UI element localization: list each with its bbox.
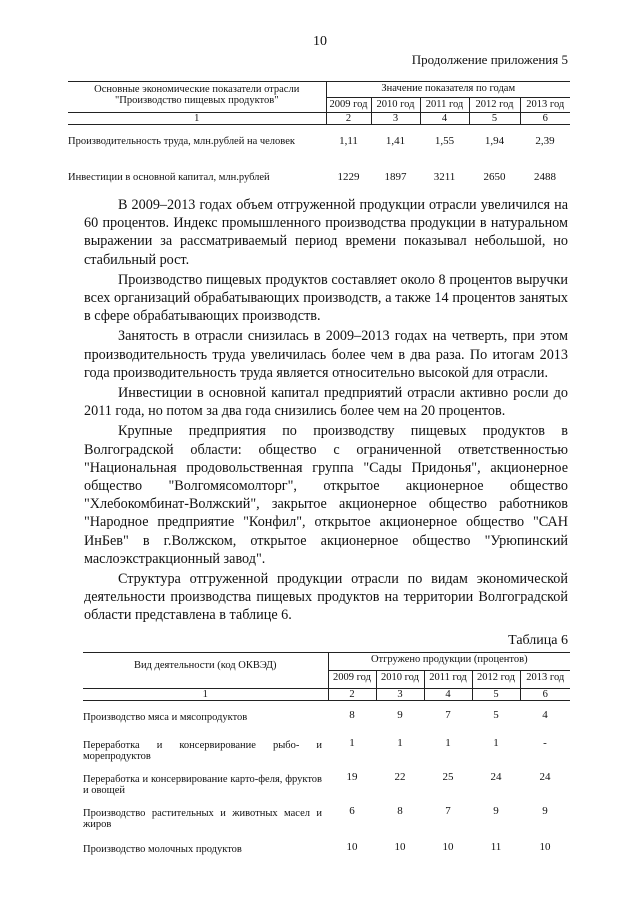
column-number-row [68,113,570,125]
paragraph: Крупные предприятия по производству пищевых продуктов в Волгоградской области: общество с ограниченной ответственностью "Национальная продовольственная группа "Сады Придонья", акционерное общество "Волгомясомолторг", открытое акционерное общество "Хлебокомбинат-Волжский", закрытое акционерное общество работников "Народное предприятие "Конфил", открытое акционерное общество "САН ИнБев" в г.Волжском, открытое акционерное общество "Урюпинский маслоэкстракционный завод". [84,423,568,567]
column-number: 3 [371,113,420,125]
table-row [83,834,570,855]
cell-value: 6 [349,805,355,818]
appendix-continuation-label: Продолжение приложения 5 [411,52,568,67]
year-header: 2011 год [424,671,472,689]
year-header: 2012 год [469,97,520,113]
year-header: 2010 год [376,671,424,689]
table-row [83,800,570,834]
cell-value: 1,41 [385,135,406,148]
table-header-row [68,82,570,98]
cell-value: 24 [490,771,502,784]
table-row [83,766,570,800]
cell-value: 7 [445,709,451,722]
column-number: 5 [469,113,520,125]
year-header: 2013 год [520,671,570,689]
body-text [84,196,568,627]
cell-value: - [543,737,547,750]
cell-value: 1,55 [434,135,455,148]
cell-value: 4 [542,709,548,722]
cell-value: 3211 [433,171,456,184]
year-header: 2010 год [371,97,420,113]
year-header: 2012 год [472,671,520,689]
cell-value: 9 [493,805,499,818]
column-number-row [83,689,570,701]
row-label: Переработка и консервирование рыбо- и морепродуктов [83,740,322,763]
row-label: Переработка и консервирование карто-феля, фруктов и овощей [83,774,322,797]
column-number: 6 [520,113,570,125]
year-header: 2009 год [328,671,376,689]
cell-value: 10 [442,841,454,854]
cell-value: 8 [349,709,355,722]
paragraph: Структура отгруженной продукции отрасли по видам экономической деятельности производства пищевых продуктов на территории Волгоградской области представлена в таблице 6. [84,571,568,624]
column-number: 5 [472,689,520,701]
year-header: 2011 год [420,97,469,113]
column-number: 4 [424,689,472,701]
paragraph: Занятость в отрасли снизилась в 2009–2013 годах на четверть, при этом производительность труда увеличилась более чем в два раза. По итогам 2013 года производительность труда является относительно высокой для отрасли. [84,328,568,381]
column-number: 3 [376,689,424,701]
indicator-header: Основные экономические показатели отрасли "Производство пищевых продуктов" [68,82,326,113]
paragraph: Производство пищевых продуктов составляет около 8 процентов выручки всех организаций обрабатывающих производств, а также 14 процентов занятых в сфере обрабатывающих производств. [84,271,568,325]
row-label: Инвестиции в основной капитал, млн.рублей [68,172,270,184]
cell-value: 7 [445,805,451,818]
cell-value: 10 [346,841,358,854]
table-row [68,164,570,184]
cell-value: 10 [539,841,551,854]
table-row [83,701,570,733]
cell-value: 11 [490,841,502,854]
paragraph: В 2009–2013 годах объем отгруженной продукции отрасли увеличился на 60 процентов. Индекс промышленного производства продукции в натуральном выражении за рассматриваемый период времени показывал небольшой, но стабильный рост. [84,197,568,268]
paragraph: Инвестиции в основной капитал предприятий отрасли активно росли до 2011 года, но потом за два года снизились более чем на 20 процентов. [84,385,568,420]
cell-value: 9 [542,805,548,818]
column-number: 1 [83,689,328,701]
cell-value: 9 [397,709,403,722]
cell-value: 22 [394,771,406,784]
cell-value: 8 [397,805,403,818]
table-caption: Таблица 6 [508,633,568,648]
cell-value: 1 [445,737,451,750]
shipped-group-header: Отгружено продукции (процентов) [328,653,570,671]
table-header-row [83,653,570,671]
year-group-header: Значение показателя по годам [326,82,570,98]
cell-value: 1,11 [339,135,358,148]
cell-value: 1 [397,737,403,750]
page-number: 10 [313,34,327,49]
cell-value: 1 [349,737,355,750]
table-row [68,125,570,165]
cell-value: 1229 [337,171,360,184]
cell-value: 2,39 [535,135,555,148]
year-header: 2009 год [326,97,371,113]
cell-value: 19 [346,771,358,784]
cell-value: 1 [493,737,499,750]
cell-value: 1897 [384,171,407,184]
column-number: 2 [328,689,376,701]
column-number: 6 [520,689,570,701]
row-label: Производство мяса и мясопродуктов [83,712,248,724]
cell-value: 25 [442,771,454,784]
cell-value: 1,94 [484,135,505,148]
cell-value: 2650 [483,171,506,184]
row-label: Производство растительных и животных масел и жиров [83,808,322,831]
cell-value: 2488 [534,171,557,184]
cell-value: 24 [539,771,551,784]
year-header: 2013 год [520,97,570,113]
column-number: 1 [68,113,326,125]
cell-value: 5 [493,709,499,722]
row-label: Производительность труда, млн.рублей на человек [68,136,295,148]
cell-value: 10 [394,841,406,854]
shipped-products-structure-table [83,652,570,855]
table-row [83,732,570,766]
row-label: Производство молочных продуктов [83,844,242,856]
activity-type-header: Вид деятельности (код ОКВЭД) [83,653,328,689]
column-number: 4 [420,113,469,125]
column-number: 2 [326,113,371,125]
economic-indicators-table [68,81,570,184]
